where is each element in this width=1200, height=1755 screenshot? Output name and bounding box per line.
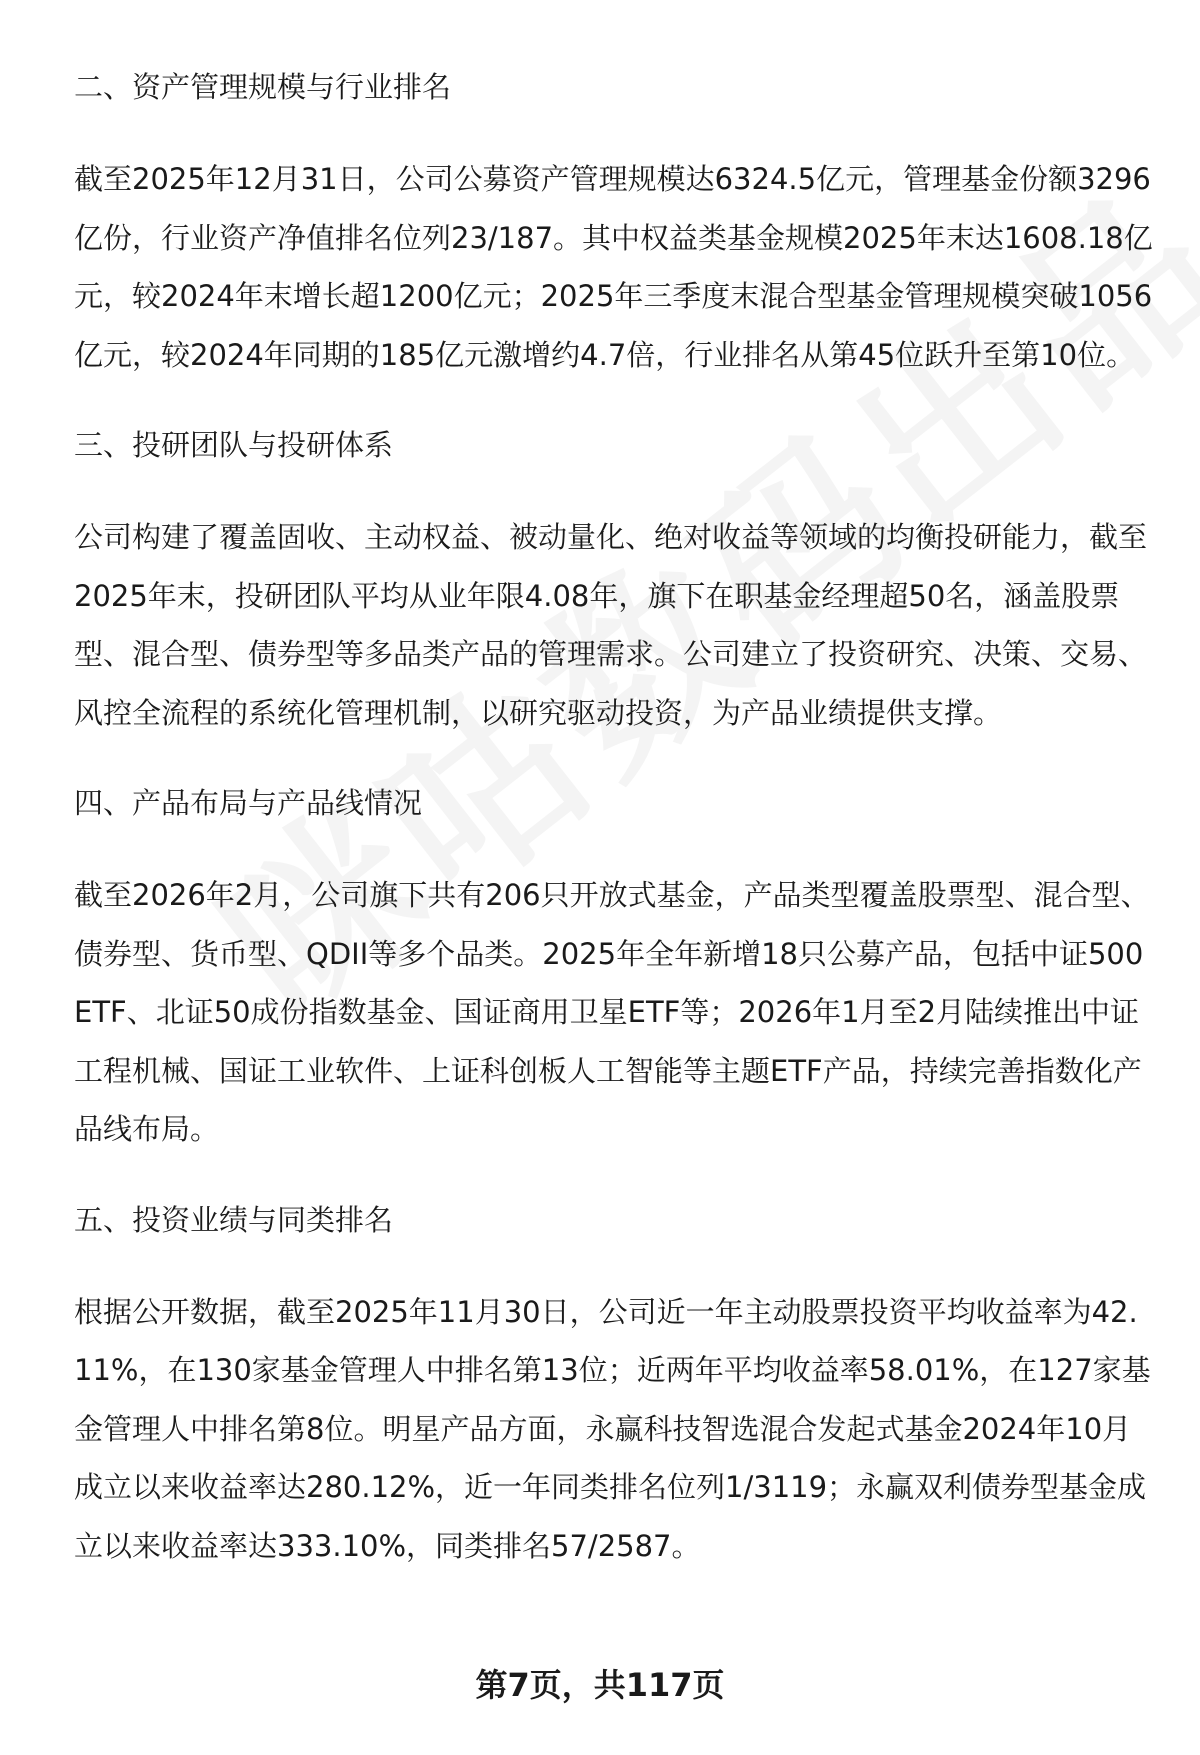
document-body (74, 60, 1154, 1609)
section-body-asset-scale: 截至2025年12月31日，公司公募资产管理规模达6324.5亿元，管理基金份额3296亿份，行业资产净值排名位列23/187。其中权益类基金规模2025年末达1608.18亿元，较2024年末增长超1200亿元；2025年三季度末混合型基金管理规模突破1056亿元，较2024年同期的185亿元激增约4.7倍，行业排名从第45位跃升至第10位。 (74, 162, 1153, 372)
section-body-research-team: 公司构建了覆盖固收、主动权益、被动量化、绝对收益等领域的均衡投研能力，截至2025年末，投研团队平均从业年限4.08年，旗下在职基金经理超50名，涵盖股票型、混合型、债券型等多品类产品的管理需求。公司建立了投资研究、决策、交易、风控全流程的系统化管理机制，以研究驱动投资，为产品业绩提供支撑。 (74, 520, 1148, 730)
section-heading-performance: 五、投资业绩与同类排名 (74, 1202, 394, 1237)
section-heading-research-team: 三、投研团队与投研体系 (74, 428, 394, 462)
section-heading-asset-scale: 二、资产管理规模与行业排名 (74, 70, 452, 104)
section-body-product-layout: 截至2026年2月，公司旗下共有206只开放式基金，产品类型覆盖股票型、混合型、债券型、货币型、QDII等多个品类。2025年全年新增18只公募产品，包括中证500ETF、北证50成份指数基金、国证商用卫星ETF等；2026年1月至2月陆续推出中证工程机械、国证工业软件、上证科创板人工智能等主题ETF产品，持续完善指数化产品线布局。 (74, 878, 1150, 1146)
section-body-performance: 根据公开数据，截至2025年11月30日，公司近一年主动股票投资平均收益率为42.11%，在130家基金管理人中排名第13位；近两年平均收益率58.01%，在127家基金管理人中排名第8位。明星产品方面，永赢科技智选混合发起式基金2024年10月成立以来收益率达280.12%，近一年同类排名位列1/3119；永赢双利债券型基金成立以来收益率达333.10%，同类排名57/2587。 (74, 1294, 1151, 1563)
page-number: 第7页，共117页 (475, 1666, 725, 1704)
section-heading-product-layout: 四、产品布局与产品线情况 (74, 786, 423, 820)
